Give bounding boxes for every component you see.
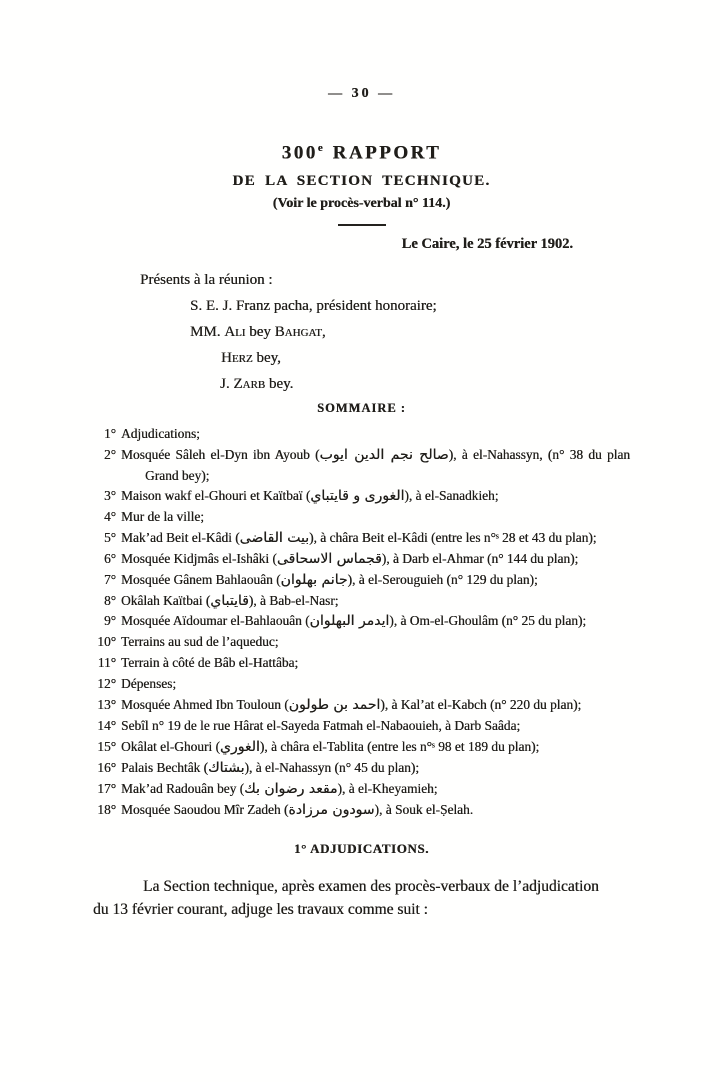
proces-verbal-reference: (Voir le procès-verbal n° 114.) <box>272 196 451 212</box>
item-number: 18° <box>97 801 116 817</box>
attendee-line: MM. Ali bey Bahgat, <box>190 324 326 341</box>
sommaire-item: 9° Mosquée Aïdoumar el-Bahlaouân (ايدمر البهلوان), à Om-el-Ghoulâm (n° 25 du plan); <box>93 611 630 632</box>
item-number: 14° <box>97 718 116 734</box>
item-number: 15° <box>97 738 116 754</box>
sommaire-heading: SOMMAIRE : <box>317 401 406 416</box>
sommaire-item: 11° Terrain à côté de Bâb el-Hattâba; <box>93 653 630 674</box>
item-number: 9° <box>103 613 116 629</box>
paragraph-line: du 13 février courant, adjuge les travaux comme suit : <box>93 901 428 919</box>
item-number: 10° <box>97 634 116 650</box>
attendance-block <box>93 267 630 397</box>
arabic-text: قجماس الاسحاقى <box>276 550 382 567</box>
arabic-text: بيت القاضى <box>239 529 310 546</box>
sommaire-item: 12° Dépenses; <box>93 674 630 695</box>
arabic-text: الغورى و قايتباي <box>310 488 405 505</box>
item-number: 16° <box>97 759 116 775</box>
arabic-text: مقعد رضوان بك <box>244 780 338 797</box>
arabic-text: احمد بن طولون <box>288 697 381 714</box>
attendee-line: S. E. J. Franz pacha, président honoraire; <box>190 298 437 315</box>
report-title-word: RAPPORT <box>332 142 442 164</box>
sommaire-item: 10° Terrains au sud de l’aqueduc; <box>93 632 630 653</box>
body-paragraph <box>93 875 630 922</box>
item-number: 5° <box>103 529 116 545</box>
report-title-ordinal: e <box>317 142 323 154</box>
attendee-line: J. Zarb bey. <box>220 376 294 393</box>
sommaire-item: 7° Mosquée Gânem Bahlaouân (جانم بهلوان), à el-Serouguieh (n° 129 du plan); <box>93 570 630 591</box>
item-number: 7° <box>103 571 116 587</box>
dateline: Le Caire, le 25 février 1902. <box>401 236 573 253</box>
item-number: 12° <box>97 676 116 692</box>
sommaire-item: 13° Mosquée Ahmed Ibn Touloun (احمد بن طولون), à Kal’at el-Kabch (n° 220 du plan); <box>93 695 630 716</box>
item-number: 13° <box>97 697 116 713</box>
page-number: — 30 — <box>328 86 395 101</box>
item-number: 1° <box>103 426 116 442</box>
section-heading-adjudications: 1° ADJUDICATIONS. <box>293 840 430 856</box>
report-subtitle: DE LA SECTION TECHNIQUE. <box>232 173 491 190</box>
sommaire-list <box>93 424 630 820</box>
attendee-line: Herz bey, <box>221 350 281 367</box>
item-number: 8° <box>103 592 116 608</box>
sommaire-item: 2° Mosquée Sâleh el-Dyn ibn Ayoub (صالح نجم الدين ايوب), à el-Nahassyn, (n° 38 du plan Grand bey); <box>93 445 630 486</box>
arabic-text: ايدمر البهلوان <box>309 613 390 630</box>
item-number: 6° <box>103 550 116 566</box>
arabic-text: جانم بهلوان <box>280 571 348 588</box>
sommaire-item: 1° Adjudications; <box>93 424 630 445</box>
item-number: 17° <box>97 780 116 796</box>
arabic-text: الغوري <box>219 738 260 755</box>
item-number: 2° <box>103 447 116 463</box>
arabic-text: سودون مرزادة <box>288 801 375 818</box>
sommaire-item: 8° Okâlah Kaïtbai (قايتباي), à Bab-el-Nasr; <box>93 591 630 612</box>
sommaire-item: 14° Sebîl n° 19 de le rue Hârat el-Sayeda Fatmah el-Nabaouieh, à Darb Saâda; <box>93 716 630 737</box>
item-number: 3° <box>103 488 116 504</box>
sommaire-item: 16° Palais Bechtâk (بشتاك), à el-Nahassyn (n° 45 du plan); <box>93 758 630 779</box>
sommaire-item: 5° Mak’ad Beit el-Kâdi (بيت القاضى), à châra Beit el-Kâdi (entre les n°ˢ 28 et 43 du plan); <box>93 528 630 549</box>
report-title-number: 300 <box>281 142 318 164</box>
paragraph-line: La Section technique, après examen des procès-verbaux de l’adjudication <box>143 877 599 895</box>
divider-rule <box>338 224 386 226</box>
sommaire-item: 15° Okâlat el-Ghouri (الغوري), à châra el-Tablita (entre les n°ˢ 98 et 189 du plan); <box>93 737 630 758</box>
arabic-text: بشتاك <box>208 759 245 776</box>
sommaire-item: 4° Mur de la ville; <box>93 507 630 528</box>
arabic-text: صالح نجم الدين ايوب <box>319 447 449 464</box>
sommaire-item: 17° Mak’ad Radouân bey (مقعد رضوان بك), à el-Kheyamieh; <box>93 779 630 800</box>
attendance-intro: Présents à la réunion : <box>140 272 273 289</box>
item-number: 4° <box>103 508 116 524</box>
sommaire-item: 3° Maison wakf el-Ghouri et Kaïtbaï (الغورى و قايتباي), à el-Sanadkieh; <box>93 486 630 507</box>
item-number: 11° <box>97 655 116 671</box>
sommaire-item: 6° Mosquée Kidjmâs el-Ishâki (قجماس الاسحاقى), à Darb el-Ahmar (n° 144 du plan); <box>93 549 630 570</box>
report-title <box>93 142 630 164</box>
arabic-text: قايتباي <box>210 592 249 609</box>
sommaire-item: 18° Mosquée Saoudou Mîr Zadeh (سودون مرزادة), à Souk el-Ṣelah. <box>93 800 630 821</box>
